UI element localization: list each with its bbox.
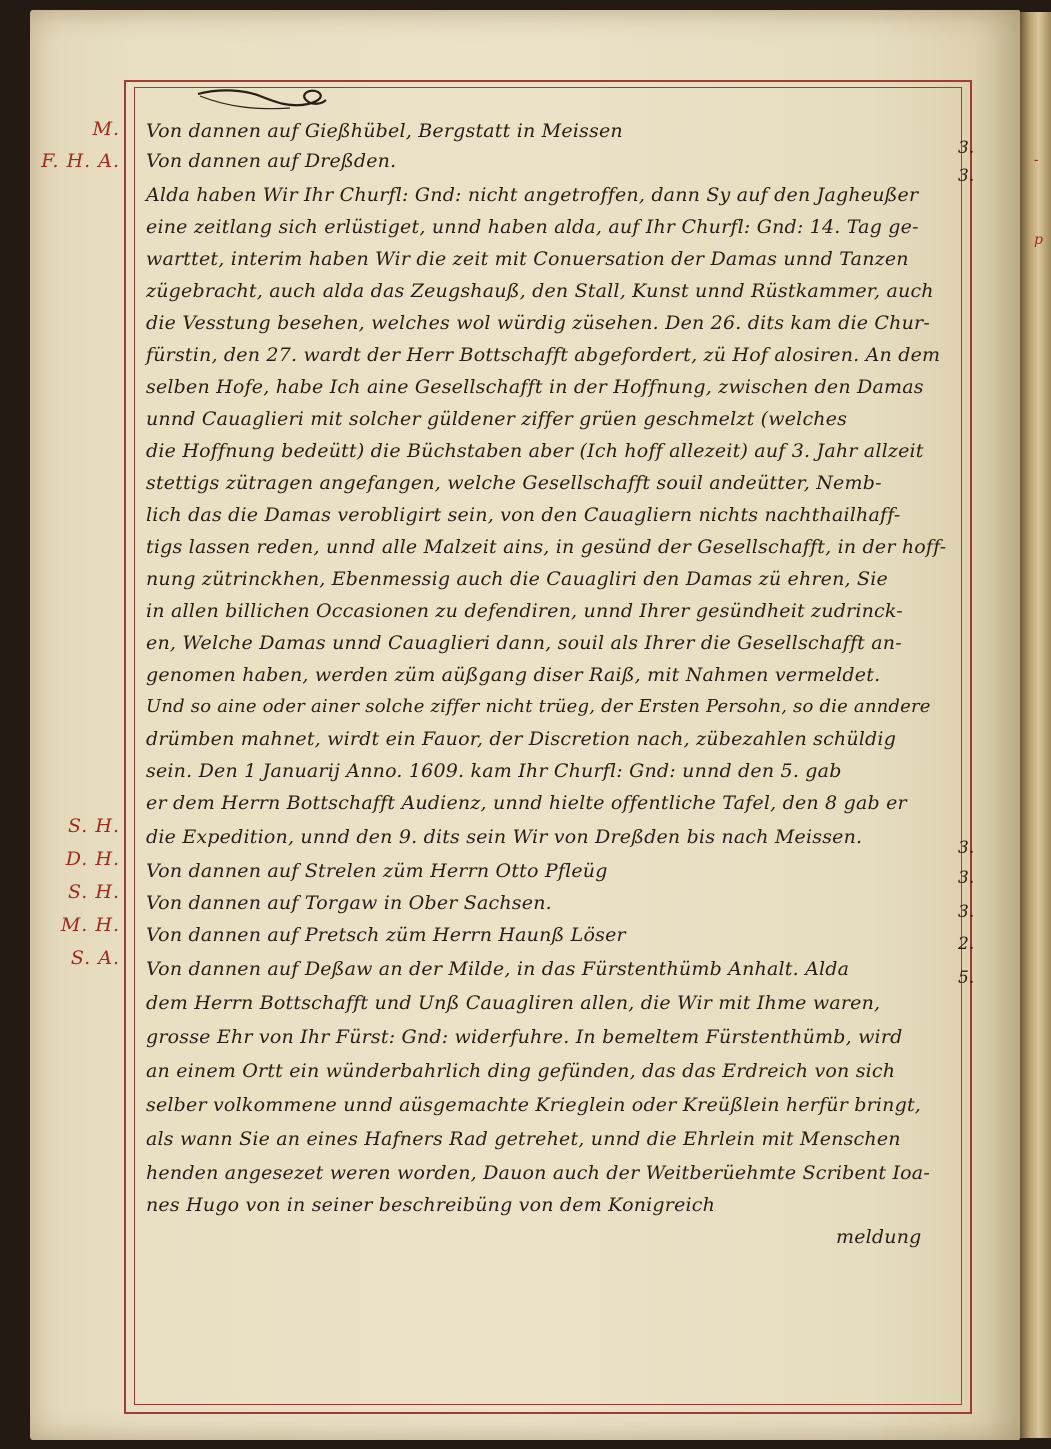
text-line: stettigs zütragen angefangen, welche Gesellschafft souil andeütter, Nemb-	[146, 472, 882, 494]
next-page-edge	[1020, 12, 1051, 1438]
text-line: selber volkommene unnd aüsgemachte Krieglein oder Kreüßlein herfür bringt,	[146, 1094, 922, 1116]
left-margin-annotations	[40, 0, 120, 1449]
text-line: dem Herrn Bottschafft und Unß Cauagliren allen, die Wir mit Ihme waren,	[146, 992, 881, 1014]
text-line: nung zütrinckhen, Ebenmessig auch die Cauagliri den Damas zü ehren, Sie	[146, 568, 888, 590]
text-line: warttet, interim haben Wir die zeit mit Conuersation der Damas unnd Tanzen	[146, 248, 909, 270]
text-line: en, Welche Damas unnd Cauaglieri dann, souil als Ihrer die Gesellschafft an-	[146, 632, 902, 654]
text-line: er dem Herrn Bottschafft Audienz, unnd hielte offentliche Tafel, den 8 gab er	[146, 792, 907, 814]
text-line: Von dannen auf Gießhübel, Bergstatt in Meissen	[146, 120, 623, 142]
text-line: genomen haben, werden züm aüßgang diser Raiß, mit Nahmen vermeldet.	[146, 664, 881, 686]
text-line: lich das die Damas verobligirt sein, von den Cauagliern nichts nachthailhaff-	[146, 504, 901, 526]
text-line: nes Hugo von in seiner beschreibüng von dem Konigreich	[146, 1194, 716, 1216]
margin-sigla: M. H.	[60, 914, 120, 936]
text-line: fürstin, den 27. wardt der Herr Bottschafft abgefordert, zü Hof alosiren. An dem	[146, 344, 941, 366]
stage-number: 5.	[958, 968, 975, 988]
stage-number: 3.	[958, 902, 975, 922]
text-line: Von dannen auf Deßaw an der Milde, in das Fürstenthümb Anhalt. Alda	[146, 958, 850, 980]
text-line: meldung	[836, 1226, 922, 1248]
text-line: eine zeitlang sich erlüstiget, unnd haben alda, auf Ihr Churfl: Gnd: 14. Tag ge-	[146, 216, 919, 238]
text-line: die Hoffnung bedeütt) die Büchstaben aber (Ich hoff allezeit) auf 3. Jahr allzeit	[146, 440, 924, 462]
text-line: die Expedition, unnd den 9. dits sein Wir von Dreßden bis nach Meissen.	[146, 826, 863, 848]
text-line: Von dannen auf Strelen züm Herrn Otto Pfleüg	[146, 860, 608, 882]
margin-sigla: S. A.	[70, 947, 120, 969]
text-line: sein. Den 1 Januarij Anno. 1609. kam Ihr Churfl: Gnd: unnd den 5. gab	[146, 760, 842, 782]
stage-number: 3.	[958, 868, 975, 888]
text-line: unnd Cauaglieri mit solcher güldener ziffer grüen geschmelzt (welches	[146, 408, 848, 430]
stage-number: 3.	[958, 166, 975, 186]
edge-mark: p	[1034, 232, 1043, 248]
margin-sigla: F. H. A.	[41, 150, 120, 172]
text-line: henden angesezet weren worden, Dauon auch der Weitberüehmte Scribent Ioa-	[146, 1162, 930, 1184]
text-line: Alda haben Wir Ihr Churfl: Gnd: nicht angetroffen, dann Sy auf den Jagheußer	[146, 184, 919, 206]
text-line: selben Hofe, habe Ich aine Gesellschafft in der Hoffnung, zwischen den Damas	[146, 376, 924, 398]
text-line: drümben mahnet, wirdt ein Fauor, der Discretion nach, zübezahlen schüldig	[146, 728, 897, 750]
text-line: Von dannen auf Dreßden.	[146, 150, 397, 172]
stage-number: 3.	[958, 138, 975, 158]
text-line: Von dannen auf Torgaw in Ober Sachsen.	[146, 892, 552, 914]
edge-mark: -	[1034, 152, 1039, 168]
margin-sigla: M.	[92, 118, 120, 140]
text-line: die Vesstung besehen, welches wol würdig züsehen. Den 26. dits kam die Chur-	[146, 312, 930, 334]
text-line: Von dannen auf Pretsch züm Herrn Haunß Löser	[146, 924, 626, 946]
stage-number: 3.	[958, 838, 975, 858]
text-line: an einem Ortt ein wünderbahrlich ding gefünden, das das Erdreich von sich	[146, 1060, 896, 1082]
margin-sigla: D. H.	[65, 848, 120, 870]
text-line: grosse Ehr von Ihr Fürst: Gnd: widerfuhre. In bemeltem Fürstenthümb, wird	[146, 1026, 903, 1048]
text-line: als wann Sie an eines Hafners Rad getrehet, unnd die Ehrlein mit Menschen	[146, 1128, 901, 1150]
margin-sigla: S. H.	[67, 815, 120, 837]
stage-number: 2.	[958, 934, 975, 954]
text-line: in allen billichen Occasionen zu defendiren, unnd Ihrer gesündheit zudrinck-	[146, 600, 903, 622]
text-line: tigs lassen reden, unnd alle Malzeit ains, in gesünd der Gesellschafft, in der hoff-	[146, 536, 947, 558]
text-line: Und so aine oder ainer solche ziffer nicht trüeg, der Ersten Persohn, so die anndere	[146, 696, 931, 717]
text-line: zügebracht, auch alda das Zeugshauß, den Stall, Kunst unnd Rüstkammer, auch	[146, 280, 934, 302]
margin-sigla: S. H.	[67, 881, 120, 903]
